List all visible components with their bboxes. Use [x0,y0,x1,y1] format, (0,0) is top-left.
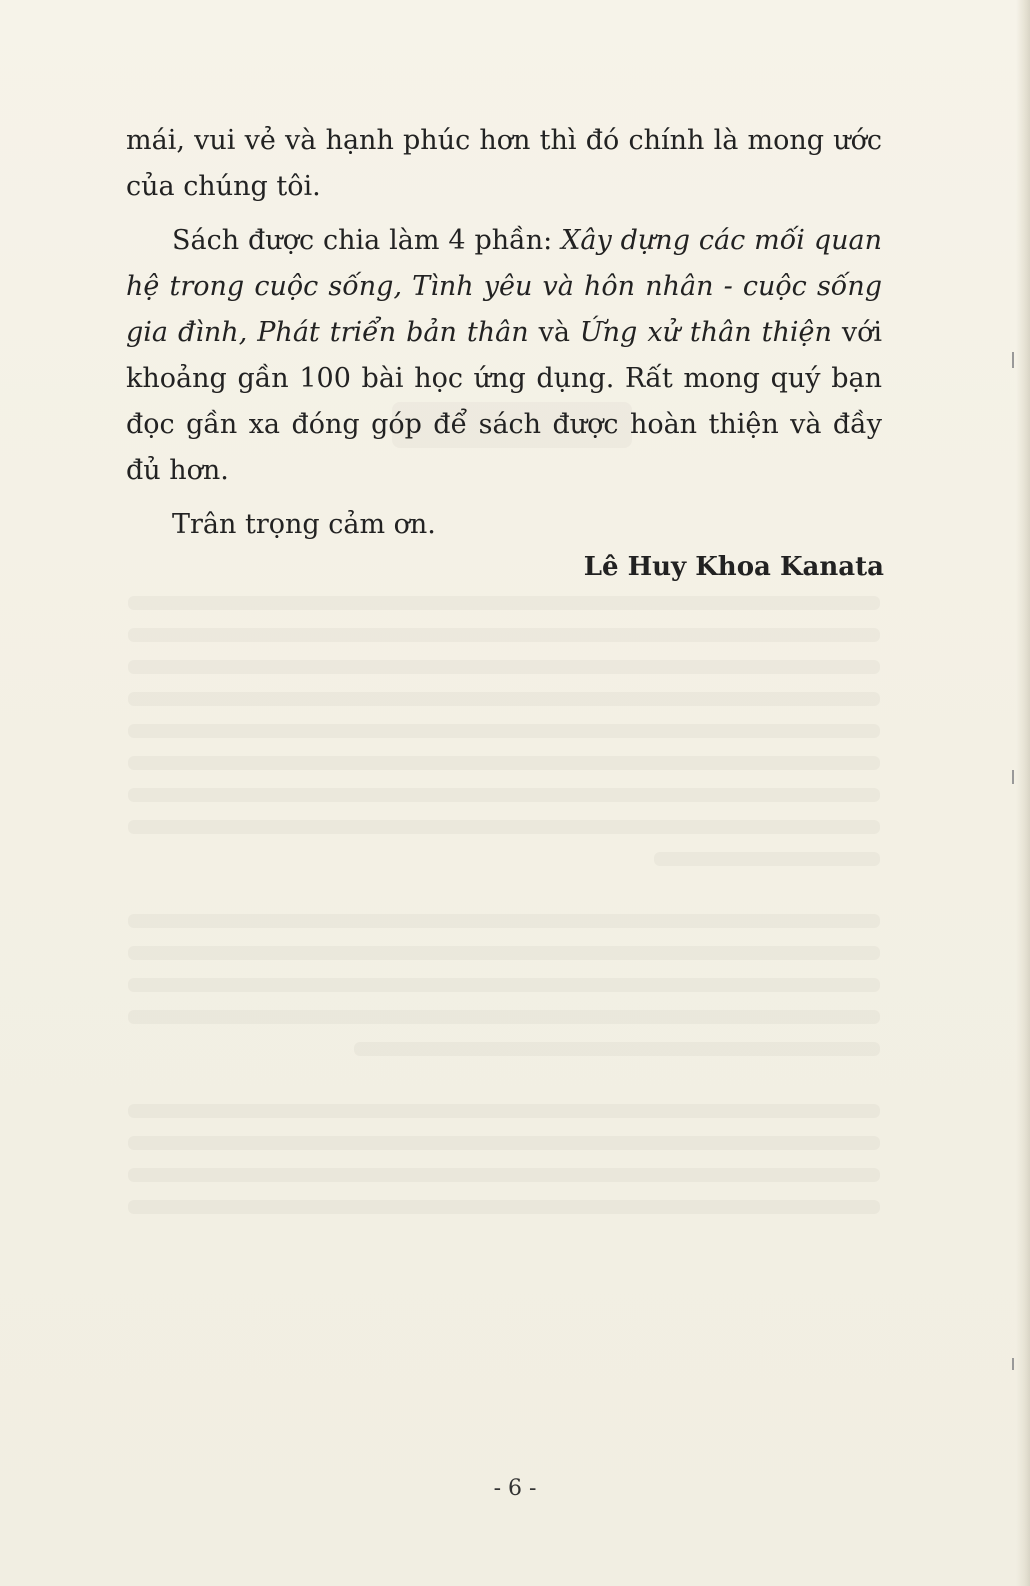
body-text [126,118,882,548]
paragraph-2-seg-3: và [528,317,580,348]
paragraph-3-text: Trân trọng cảm ơn. [172,509,436,540]
paragraph-1-text: mái, vui vẻ và hạnh phúc hơn thì đó chính là mong ước của chúng tôi. [126,125,882,202]
paragraph-2-seg-4: Ứng xử thân thiện [579,317,832,348]
paragraph-1 [126,118,882,210]
page-edge-shadow [1016,0,1030,1586]
scan-mark [1012,1358,1014,1370]
scan-mark [1012,770,1014,784]
author-signature: Lê Huy Khoa Kanata [583,552,884,582]
paragraph-2-seg-2: Xây dựng các mối quan hệ trong cuộc sống, Tình yêu và hôn nhân - cuộc sống gia đình, Phát triển bản thân [126,225,882,348]
page-number: - 6 - [493,1476,537,1501]
paragraph-2-seg-5: với khoảng gần 100 bài học ứng dụng. Rất mong quý bạn đọc gần xa đóng góp để sách được hoàn thiện và đầy đủ hơn. [126,317,882,486]
scan-mark [1012,352,1014,368]
paragraph-2 [126,218,882,494]
paragraph-2-seg-1: Sách được chia làm 4 phần: [172,225,562,256]
paragraph-3 [126,502,882,548]
show-through-text [128,578,880,1214]
